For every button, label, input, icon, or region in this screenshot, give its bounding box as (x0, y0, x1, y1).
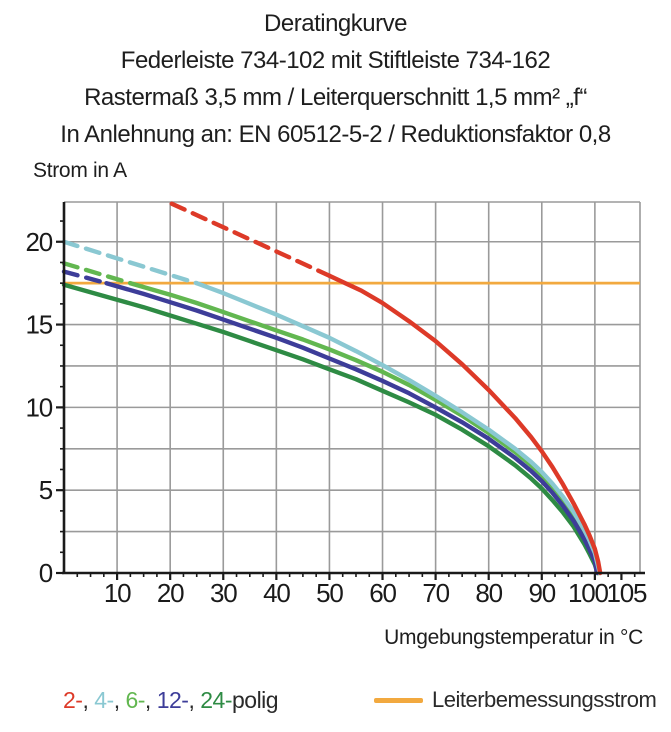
pole-legend-segment: , (144, 687, 157, 713)
x-tick-label: 40 (263, 578, 290, 608)
derating-plot (0, 195, 671, 620)
x-tick-labels (104, 578, 647, 608)
pole-legend-segment: , (188, 687, 201, 713)
pole-legend-segment: 12- (156, 687, 189, 713)
y-tick-labels (25, 227, 52, 588)
grid (64, 202, 640, 573)
x-tick-label: 30 (209, 578, 237, 608)
x-tick-label: 100 (567, 578, 608, 608)
rated-current-label: Leiterbemessungsstrom (432, 687, 657, 712)
y-tick-label: 0 (38, 558, 52, 588)
y-tick-label: 5 (38, 475, 52, 506)
pole-legend-segment: , (82, 687, 95, 713)
x-tick-label: 10 (103, 578, 131, 608)
curve-4-polig (197, 283, 600, 573)
x-tick-label: 20 (156, 578, 184, 608)
x-tick-label: 105 (606, 578, 647, 608)
pole-legend-segment: 24- (200, 687, 232, 713)
y-axis-title: Strom in A (33, 159, 127, 182)
curve-24-polig (64, 285, 598, 573)
pole-legend-segment: , (113, 687, 126, 713)
x-tick-label: 60 (369, 578, 396, 608)
x-axis-title: Umgebungstemperatur in °C (384, 626, 643, 649)
x-tick-label: 70 (422, 578, 449, 608)
y-tick-label: 15 (25, 309, 52, 340)
y-tick-label: 20 (25, 226, 52, 257)
title-line-1: Deratingkurve (264, 10, 407, 37)
y-tick-label: 10 (25, 392, 52, 423)
curve-dashed-2-polig (172, 204, 330, 276)
title-line-3: Rastermaß 3,5 mm / Leiterquerschnitt 1,5 mm² „f“ (84, 84, 587, 111)
rated-current-line-swatch (374, 698, 423, 703)
x-tick-label: 80 (475, 578, 502, 608)
title-line-2: Federleiste 734-102 mit Stiftleiste 734-162 (120, 47, 551, 74)
pole-legend-segment: 4- (94, 687, 114, 713)
pole-legend-segment: polig (231, 687, 279, 713)
curve-dashed-4-polig (64, 242, 197, 283)
plot-border (64, 202, 640, 573)
pole-legend-segment: 2- (63, 687, 83, 713)
x-tick-label: 90 (528, 578, 556, 608)
poles-legend (63, 687, 278, 714)
chart-title-block (0, 5, 671, 153)
rated-current-legend (374, 687, 656, 713)
axes (62, 202, 645, 574)
legend-row (0, 687, 671, 721)
title-line-4: In Anlehnung an: EN 60512-5-2 / Reduktionsfaktor 0,8 (60, 121, 611, 148)
pole-legend-segment: 6- (125, 687, 145, 713)
x-tick-label: 50 (316, 578, 343, 608)
ticks (56, 221, 635, 580)
